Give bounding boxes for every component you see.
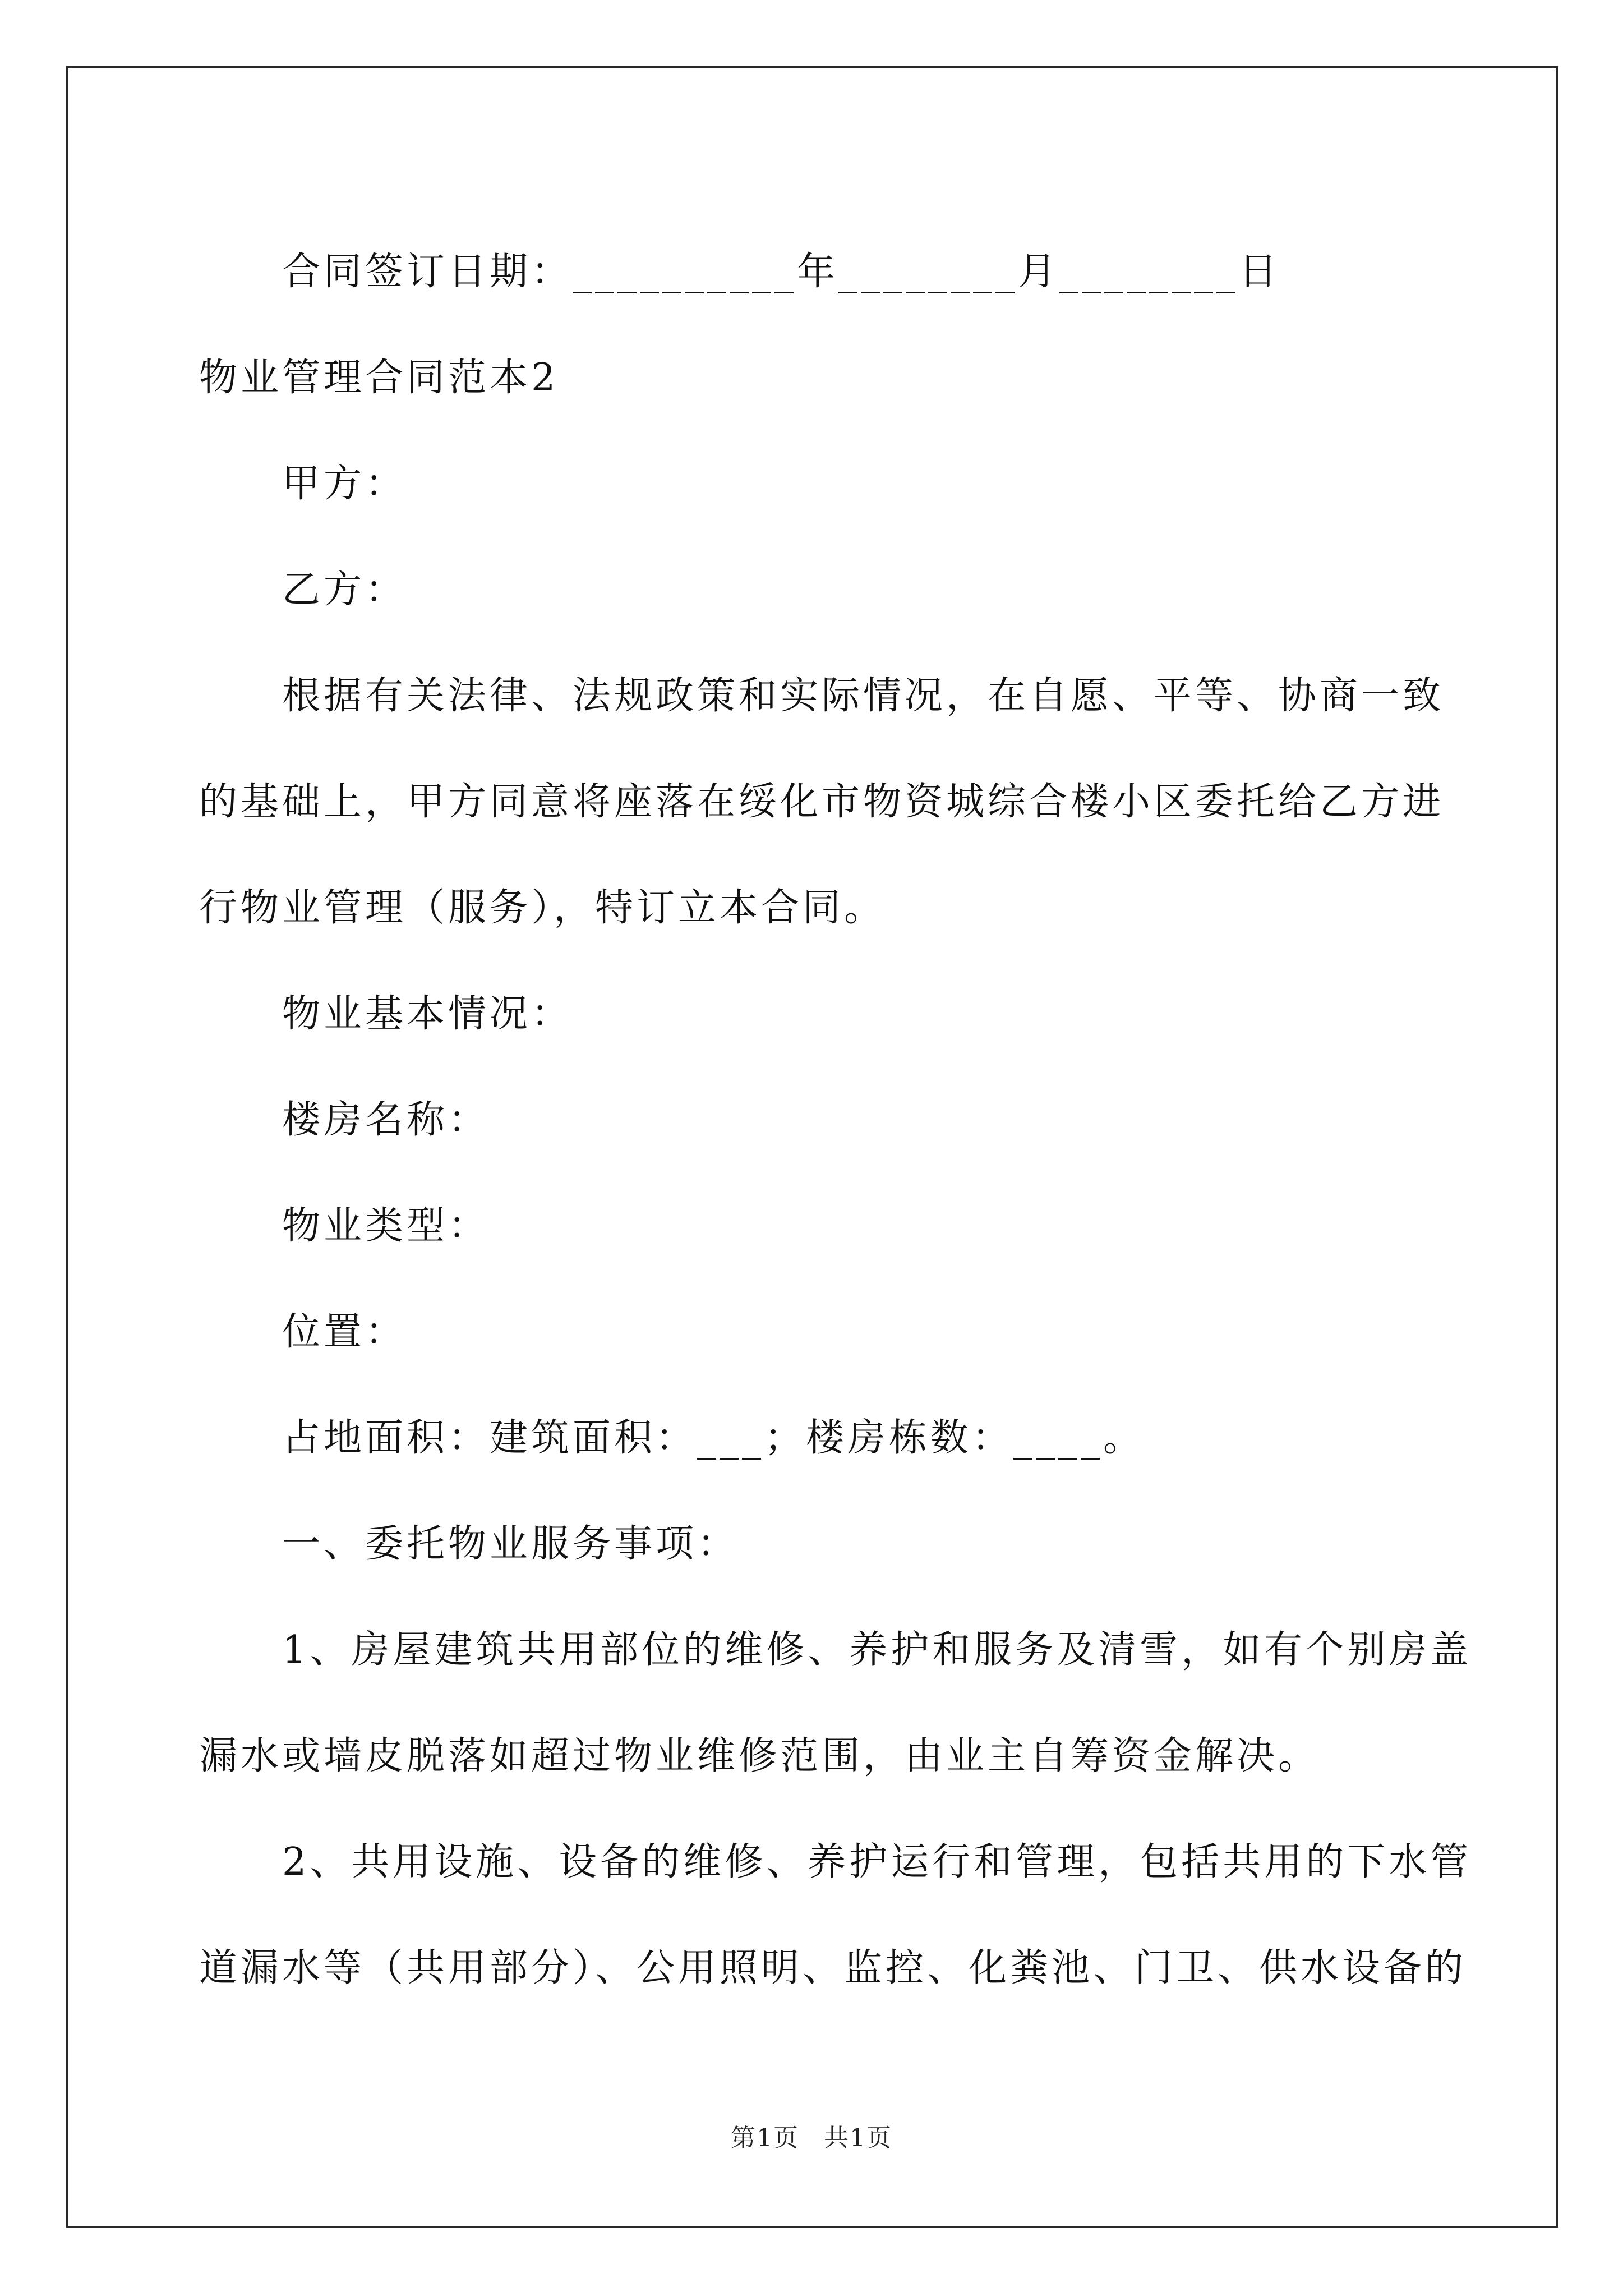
- page-footer: [0, 2118, 1623, 2154]
- property-type-line: 物业类型：: [282, 1204, 490, 1248]
- intro-paragraph-line-3: 行物业管理（服务），特订立本合同。: [199, 886, 886, 930]
- item-1-line-2: 漏水或墙皮脱落如超过物业维修范围，由业主自筹资金解决。: [199, 1734, 1320, 1778]
- party-a-line: 甲方：: [282, 462, 407, 506]
- item-2-line-1: 2、共用设施、设备的维修、养护运行和管理，包括共用的下水管: [282, 1840, 1472, 1884]
- page-number-total: 共1页: [824, 2124, 892, 2152]
- location-line: 位置：: [282, 1310, 407, 1354]
- item-2-line-2: 道漏水等（共用部分）、公用照明、监控、化粪池、门卫、供水设备的: [199, 1946, 1467, 1990]
- areas-line: 占地面积：建筑面积：___；楼房栋数：____。: [282, 1416, 1145, 1460]
- section-title: 物业管理合同范本2: [199, 356, 559, 400]
- intro-paragraph-line-2: 的基础上，甲方同意将座落在绥化市物资城综合楼小区委托给乙方进: [199, 780, 1445, 824]
- intro-paragraph-line-1: 根据有关法律、法规政策和实际情况，在自愿、平等、协商一致: [282, 674, 1445, 718]
- party-b-line: 乙方：: [282, 568, 407, 612]
- basic-info-heading: 物业基本情况：: [282, 992, 573, 1036]
- item-1-line-1: 1、房屋建筑共用部位的维修、养护和服务及清雪，如有个别房盖: [282, 1628, 1472, 1672]
- clause-1-heading: 一、委托物业服务事项：: [282, 1522, 739, 1566]
- signing-date-line: 合同签订日期：__________年________月________日: [282, 250, 1281, 294]
- page-number-current: 第1页: [731, 2124, 799, 2152]
- document-body: [199, 219, 1472, 2021]
- building-name-line: 楼房名称：: [282, 1098, 490, 1142]
